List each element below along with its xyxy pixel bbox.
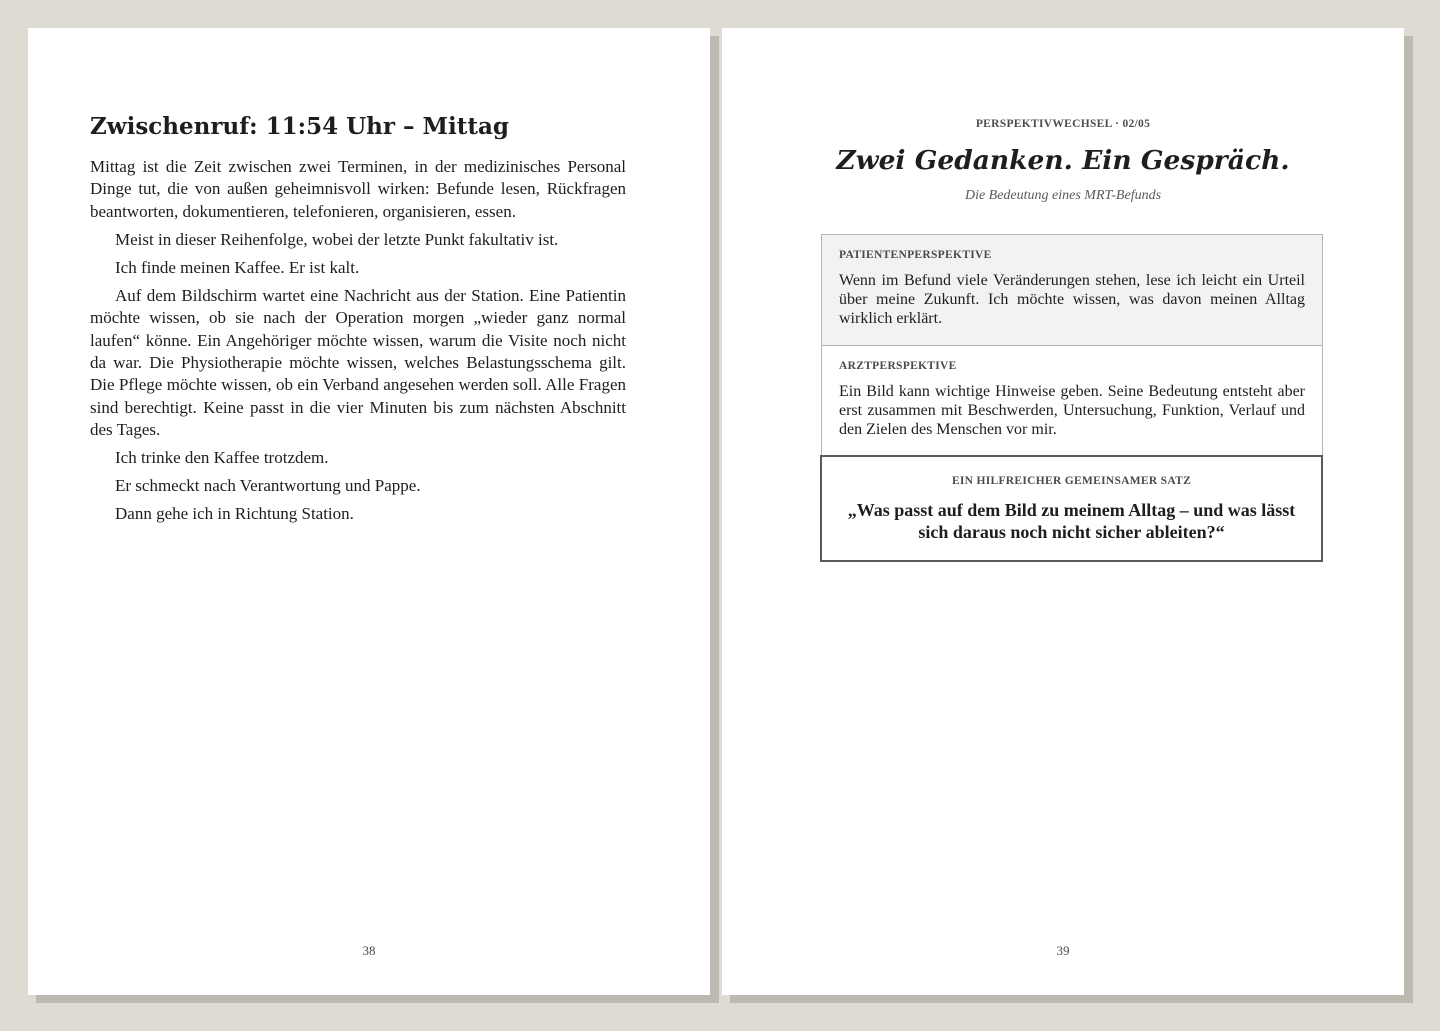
paragraph: Mittag ist die Zeit zwischen zwei Terminen, in der medizinisches Personal Dinge tut, die von außen geheimnisvoll wirken: Befunde lesen, Rückfragen beantworten, dokumentieren, telefonieren, organisieren, essen. <box>90 157 626 221</box>
shared-sentence-label: EIN HILFREICHER GEMEINSAMER SATZ <box>951 475 1192 487</box>
spread-title: Zwei Gedanken. Ein Gespräch. <box>836 145 1290 176</box>
spread-subtitle: Die Bedeutung eines MRT-Befunds <box>964 188 1162 203</box>
doctor-perspective-label: ARZTPERSPEKTIVE <box>839 360 957 372</box>
doctor-perspective-box <box>821 345 1323 457</box>
doctor-perspective-text: Ein Bild kann wichtige Hinweise geben. Seine Bedeutung entsteht aber erst zusammen mit Beschwerden, Untersuchung, Funktion, Verlauf und den Zielen des Menschen vor mir. <box>839 383 1305 438</box>
right-page <box>722 28 1404 995</box>
paragraph: Auf dem Bildschirm wartet eine Nachricht aus der Station. Eine Patientin möchte wissen, ob sie nach der Operation morgen „wieder ganz normal laufen“ könne. Ein Angehöriger möchte wissen, warum die Visite noch nicht da war. Die Physiotherapie möchte wissen, welches Belastungsschema gilt. Die Pflege möchte wissen, ob ein Verband angesehen werden soll. Alle Fragen sind berechtigt. Keine passt in die vier Minuten bis zum nächsten Abschnitt des Tages. <box>90 285 626 440</box>
shared-sentence-quote: „Was passt auf dem Bild zu meinem Alltag – und was lässt sich daraus noch nicht sicher ableiten?“ <box>847 500 1296 542</box>
patient-perspective-label: PATIENTENPERSPEKTIVE <box>839 249 992 261</box>
left-page <box>28 28 710 995</box>
paragraph: Ich finde meinen Kaffee. Er ist kalt. <box>115 257 360 277</box>
shared-sentence-box <box>820 455 1323 562</box>
section-kicker: PERSPEKTIVWECHSEL · 02/05 <box>975 118 1151 130</box>
paragraph: Ich trinke den Kaffee trotzdem. <box>115 448 329 468</box>
page-number-right: 39 <box>1056 943 1070 958</box>
paragraph: Dann gehe ich in Richtung Station. <box>115 504 354 524</box>
patient-perspective-box <box>821 234 1323 346</box>
paragraph: Er schmeckt nach Verantwortung und Pappe. <box>115 476 421 496</box>
page-number-left: 38 <box>362 943 376 958</box>
patient-perspective-text: Wenn im Befund viele Veränderungen stehen, lese ich leicht ein Urteil über meine Zukunft. Ich möchte wissen, was davon meinen Alltag wirklich erklärt. <box>839 272 1305 327</box>
paragraph: Meist in dieser Reihenfolge, wobei der letzte Punkt fakultativ ist. <box>115 229 559 249</box>
chapter-title: Zwischenruf: 11:54 Uhr – Mittag <box>90 113 509 140</box>
body-text <box>90 156 626 531</box>
